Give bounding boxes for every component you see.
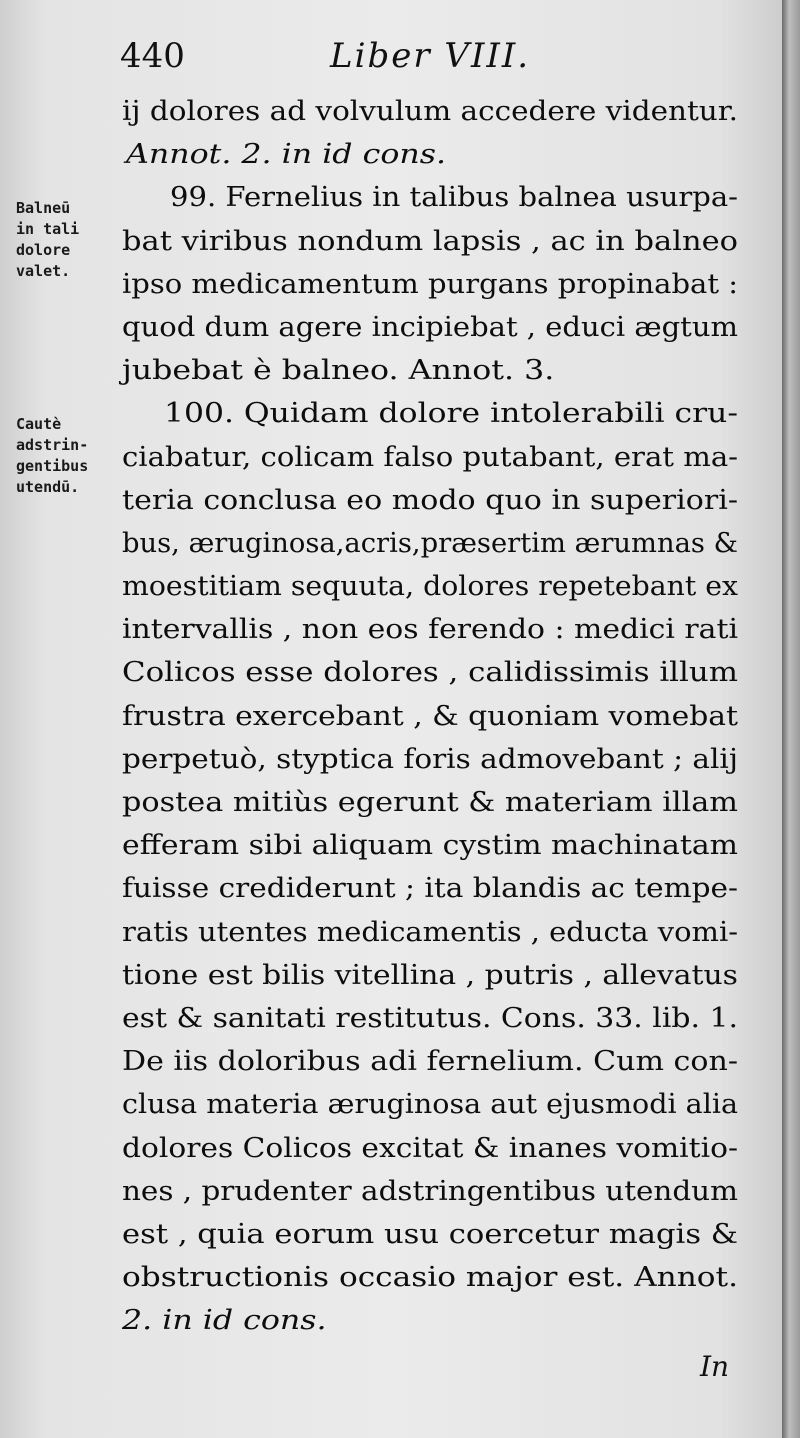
text-line: ij dolores ad volvulum accedere videntur. bbox=[122, 95, 738, 127]
margin-note-caute bbox=[16, 414, 116, 498]
margin-note-line: dolore bbox=[16, 241, 71, 259]
text-line: dolores Colicos excitat & inanes vomitio- bbox=[122, 1131, 738, 1164]
page-number: 440 bbox=[120, 36, 185, 76]
text-line: ipso medicamentum purgans propinabat : bbox=[122, 267, 738, 300]
margin-note-line: valet. bbox=[16, 262, 71, 280]
running-head: Liber VIII. bbox=[330, 36, 531, 76]
text-line: tione est bilis vitellina , putris , allevatus bbox=[122, 958, 738, 991]
catchword: In bbox=[700, 1350, 730, 1383]
text-line: est , quia eorum usu coercetur magis & bbox=[122, 1217, 738, 1250]
text-line: 99. Fernelius in talibus balnea usurpa- bbox=[170, 181, 738, 214]
page-edge bbox=[782, 0, 800, 1438]
text-line: efferam sibi aliquam cystim machinatam bbox=[122, 829, 738, 862]
text-line: est & sanitati restitutus. Cons. 33. lib. 1. bbox=[122, 1001, 738, 1034]
text-line: fuisse crediderunt ; ita blandis ac tempe- bbox=[122, 872, 738, 905]
text-line-annotation: Annot. 2. in id cons. bbox=[126, 138, 447, 171]
text-line: obstructionis occasio major est. Annot. bbox=[122, 1261, 738, 1294]
text-line: 100. Quidam dolore intolerabili cru- bbox=[164, 397, 738, 430]
text-line: postea mitiùs egerunt & materiam illam bbox=[122, 786, 738, 818]
text-line: ciabatur, colicam falso putabant, erat ma- bbox=[122, 440, 738, 473]
text-line: intervallis , non eos ferendo : medici rati bbox=[122, 613, 738, 646]
margin-note-line: Cautè bbox=[16, 415, 62, 433]
text-line: moestitiam sequuta, dolores repetebant ex bbox=[122, 570, 738, 603]
text-line: quod dum agere incipiebat , educi ægtum bbox=[122, 310, 738, 343]
margin-note-line: utendū. bbox=[16, 478, 80, 496]
text-line: perpetuò, styptica foris admovebant ; alij bbox=[122, 742, 738, 775]
text-line: bus, æruginosa,acris,præsertim ærumnas & bbox=[122, 526, 738, 559]
text-line: De iis doloribus adi fernelium. Cum con- bbox=[122, 1045, 738, 1078]
text-line: frustra exercebant , & quoniam vomebat bbox=[122, 699, 738, 732]
margin-note-line: adstrin- bbox=[16, 436, 89, 454]
text-line: teria conclusa eo modo quo in superiori- bbox=[122, 483, 738, 516]
body-text bbox=[122, 90, 738, 1342]
page-header bbox=[120, 36, 680, 82]
text-line: bat viribus nondum lapsis , ac in balneo bbox=[122, 224, 738, 257]
margin-note-line: gentibus bbox=[16, 457, 89, 475]
text-line: clusa materia æruginosa aut ejusmodi alia bbox=[122, 1088, 738, 1121]
text-line: nes , prudenter adstringentibus utendum bbox=[122, 1174, 738, 1207]
text-line: ratis utentes medicamentis , educta vomi- bbox=[122, 915, 738, 948]
margin-note-line: in tali bbox=[16, 220, 80, 238]
margin-note-balneum bbox=[16, 198, 116, 282]
margin-note-line: Balneū bbox=[16, 199, 71, 217]
text-line-annotation: 2. in id cons. bbox=[122, 1304, 327, 1337]
text-line: Colicos esse dolores , calidissimis illum bbox=[122, 656, 738, 689]
text-line: jubebat è balneo. Annot. 3. bbox=[122, 354, 555, 387]
